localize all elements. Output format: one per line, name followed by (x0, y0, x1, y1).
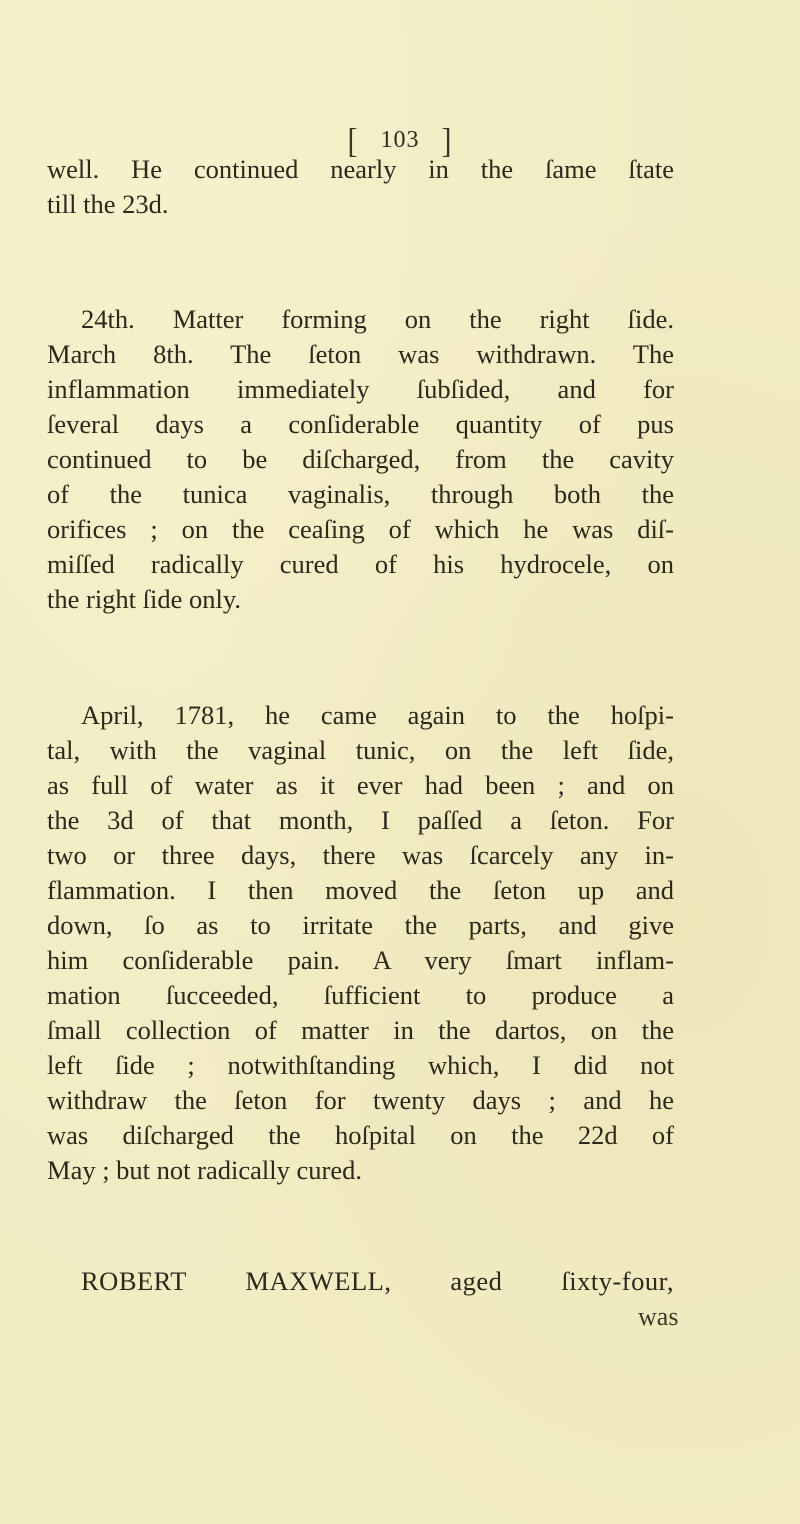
text-line: was diſcharged the hoſpital on the 22d of (47, 1120, 674, 1150)
text-line: of the tunica vaginalis, through both the (47, 479, 674, 509)
catchword: was (638, 1302, 679, 1331)
text-line: tal, with the vaginal tunic, on the left ſide, (47, 735, 674, 765)
text-line: ſeveral days a conſiderable quantity of pus (47, 409, 674, 439)
text-line: orifices ; on the ceaſing of which he was diſ- (47, 514, 674, 544)
text-line: the 3d of that month, I paſſed a ſeton. For (47, 805, 674, 835)
text-line: March 8th. The ſeton was withdrawn. The (47, 339, 674, 369)
text-line: withdraw the ſeton for twenty days ; and he (47, 1085, 674, 1115)
text-line: May ; but not radically cured. (47, 1155, 362, 1185)
text-line: him conſiderable pain. A very ſmart inflam- (47, 945, 674, 975)
text-line: the right ſide only. (47, 584, 242, 614)
text-line: 24th. Matter forming on the right ſide. (81, 304, 674, 334)
text-line: well. He continued nearly in the ſame ſtate (47, 154, 674, 184)
page-number: 103 (380, 127, 420, 153)
text-line: continued to be diſcharged, from the cavity (47, 444, 674, 474)
text-line: April, 1781, he came again to the hoſpi- (81, 700, 674, 730)
paragraph-april-entry (47, 698, 674, 1188)
text-line: mation ſucceeded, ſufficient to produce a (47, 980, 674, 1010)
text-line: ROBERT MAXWELL, aged ſixty-four, (81, 1266, 674, 1296)
paragraph-march-entry (47, 302, 674, 617)
text-line: till the 23d. (47, 189, 169, 219)
text-line: miſſed radically cured of his hydrocele, on (47, 549, 674, 579)
text-line: flammation. I then moved the ſeton up and (47, 875, 674, 905)
paragraph-new-case (47, 1264, 674, 1299)
text-line: ſmall collection of matter in the dartos, on the (47, 1015, 674, 1045)
bracket-close: ] (441, 122, 453, 161)
paragraph-continuation (47, 152, 674, 222)
text-line: two or three days, there was ſcarcely any in- (47, 840, 674, 870)
text-line: left ſide ; notwithſtanding which, I did not (47, 1050, 674, 1080)
text-line: as full of water as it ever had been ; and on (47, 770, 674, 800)
bracket-open: [ (347, 122, 359, 161)
text-line: down, ſo as to irritate the parts, and give (47, 910, 674, 940)
text-line: inflammation immediately ſubſided, and for (47, 374, 674, 404)
